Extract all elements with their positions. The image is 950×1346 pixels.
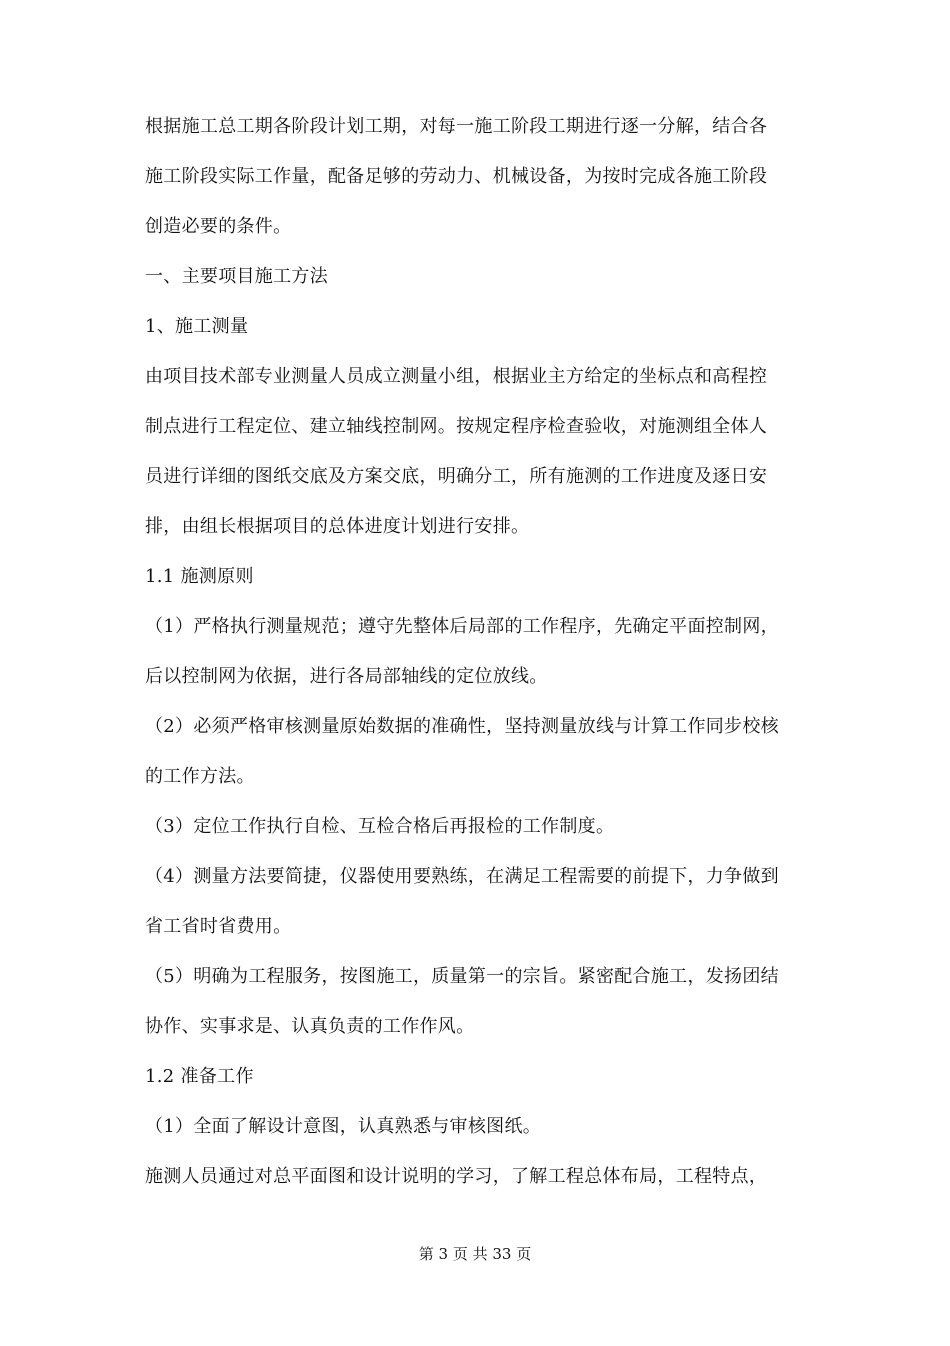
text-line: 后以控制网为依据，进行各局部轴线的定位放线。 [145, 666, 548, 687]
text-line: 排，由组长根据项目的总体进度计划进行安排。 [145, 516, 530, 537]
subsection-heading: 1、施工测量 [145, 316, 249, 337]
subsection-heading: 1.1 施测原则 [145, 566, 254, 587]
text-line: 施测人员通过对总平面图和设计说明的学习，了解工程总体布局，工程特点， [145, 1166, 768, 1187]
text-line: 的工作方法。 [145, 766, 255, 787]
text-line: 由项目技术部专业测量人员成立测量小组，根据业主方给定的坐标点和高程控 [145, 366, 768, 387]
text-line: 制点进行工程定位、建立轴线控制网。按规定程序检查验收，对施测组全体人 [145, 416, 768, 437]
text-line: 创造必要的条件。 [145, 216, 292, 237]
text-line: 根据施工总工期各阶段计划工期，对每一施工阶段工期进行逐一分解，结合各 [145, 116, 768, 137]
section-heading: 一、主要项目施工方法 [145, 266, 328, 287]
list-item-line: （2）必须严格审核测量原始数据的准确性，坚持测量放线与计算工作同步校核 [145, 716, 779, 737]
text-line: 施工阶段实际工作量，配备足够的劳动力、机械设备，为按时完成各施工阶段 [145, 166, 768, 187]
text-line: 协作、实事求是、认真负责的工作作风。 [145, 1016, 475, 1037]
list-item-line: （5）明确为工程服务，按图施工，质量第一的宗旨。紧密配合施工，发扬团结 [145, 966, 779, 987]
list-item-line: （1）严格执行测量规范；遵守先整体后局部的工作程序，先确定平面控制网， [145, 616, 779, 637]
page-number-footer: 第 3 页 共 33 页 [418, 1245, 532, 1263]
text-line: 员进行详细的图纸交底及方案交底，明确分工，所有施测的工作进度及逐日安 [145, 466, 768, 487]
list-item-line: （1）全面了解设计意图，认真熟悉与审核图纸。 [145, 1116, 542, 1137]
text-line: 省工省时省费用。 [145, 916, 292, 937]
subsection-heading: 1.2 准备工作 [145, 1066, 254, 1087]
list-item-line: （3）定位工作执行自检、互检合格后再报检的工作制度。 [145, 816, 615, 837]
list-item-line: （4）测量方法要简捷，仪器使用要熟练，在满足工程需要的前提下，力争做到 [145, 866, 779, 887]
